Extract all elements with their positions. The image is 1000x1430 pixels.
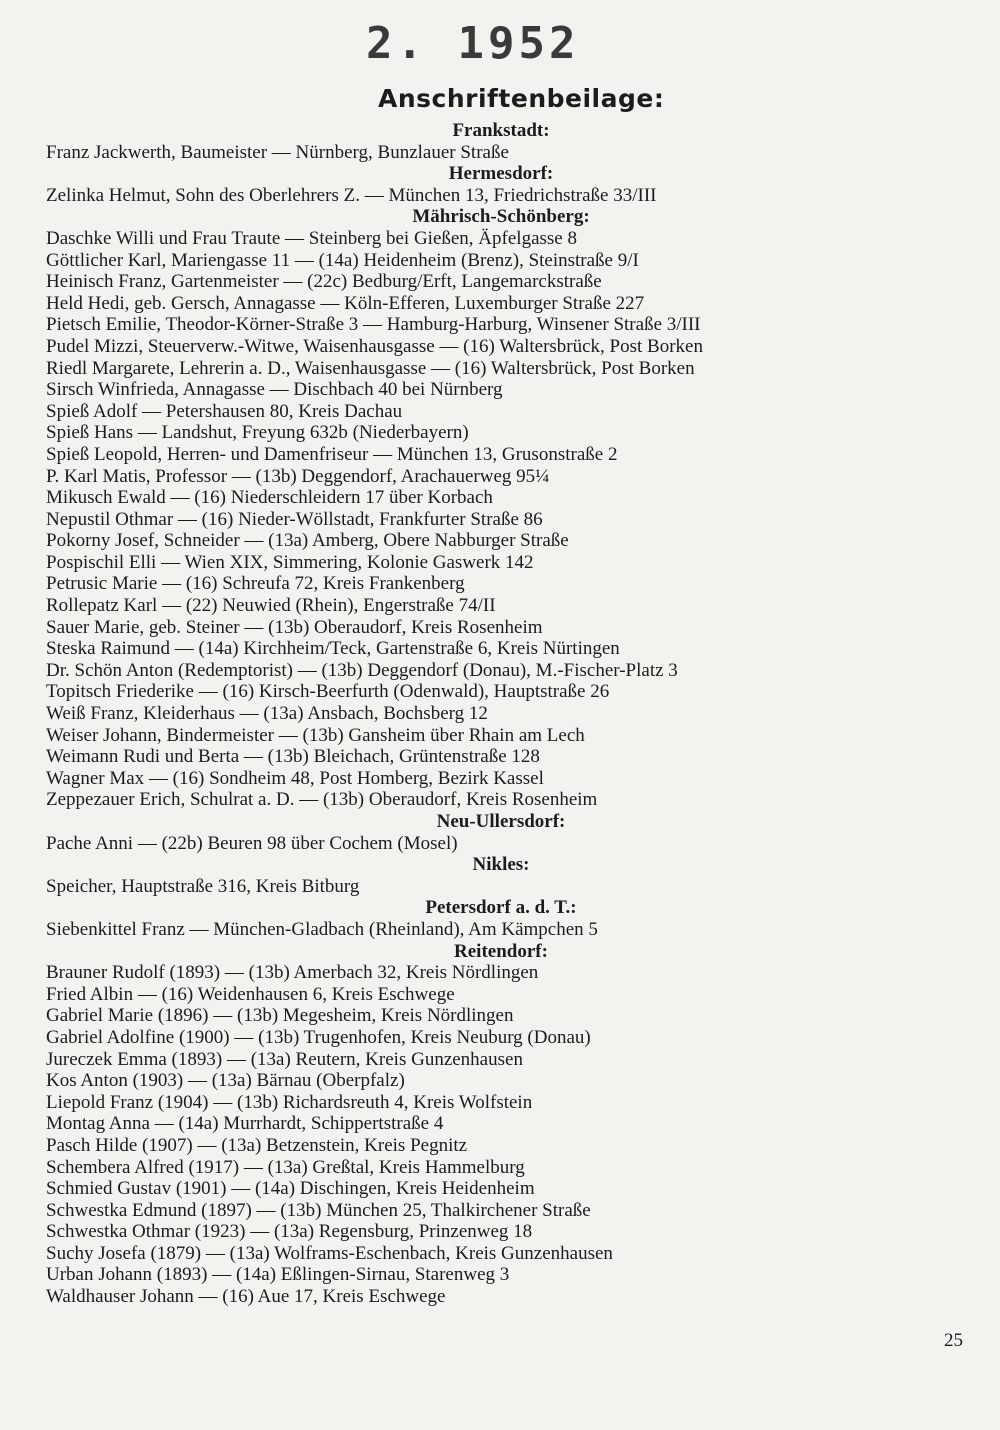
section-heading: Reitendorf: <box>454 940 548 962</box>
date-stamp: 2. 1952 <box>366 18 580 69</box>
address-entry: P. Karl Matis, Professor — (13b) Deggendorf, Arachauerweg 95¼ <box>46 465 550 487</box>
section-heading: Neu-Ullersdorf: <box>436 811 566 832</box>
address-entry: Franz Jackwerth, Baumeister — Nürnberg, Bunzlauer Straße <box>46 141 509 163</box>
address-entry: Daschke Willi und Frau Traute — Steinberg bei Gießen, Äpfelgasse 8 <box>46 227 577 249</box>
address-entry: Nepustil Othmar — (16) Nieder-Wöllstadt, Frankfurter Straße 86 <box>46 508 543 530</box>
address-entry: Schwestka Othmar (1923) — (13a) Regensburg, Prinzenweg 18 <box>46 1221 533 1243</box>
address-entry: Pokorny Josef, Schneider — (13a) Amberg, Obere Nabburger Straße <box>46 530 569 552</box>
section-heading: Mährisch-Schönberg: <box>412 206 590 228</box>
address-entry: Schwestka Edmund (1897) — (13b) München 25, Thalkirchener Straße <box>46 1199 591 1221</box>
address-entry: Spieß Hans — Landshut, Freyung 632b (Niederbayern) <box>46 422 469 444</box>
address-list <box>46 120 956 1308</box>
address-entry: Liepold Franz (1904) — (13b) Richardsreuth 4, Kreis Wolfstein <box>46 1091 533 1113</box>
address-entry: Topitsch Friederike — (16) Kirsch-Beerfurth (Odenwald), Hauptstraße 26 <box>46 681 610 703</box>
address-entry: Weiß Franz, Kleiderhaus — (13a) Ansbach, Bochsberg 12 <box>46 703 488 725</box>
address-entry: Zelinka Helmut, Sohn des Oberlehrers Z. — München 13, Friedrichstraße 33/III <box>46 184 657 206</box>
address-entry: Siebenkittel Franz — München-Gladbach (Rheinland), Am Kämpchen 5 <box>46 918 598 940</box>
address-entry: Sirsch Winfrieda, Annagasse — Dischbach 40 bei Nürnberg <box>46 379 503 401</box>
address-entry: Wagner Max — (16) Sondheim 48, Post Homberg, Bezirk Kassel <box>46 767 544 789</box>
address-entry: Pasch Hilde (1907) — (13a) Betzenstein, Kreis Pegnitz <box>46 1134 468 1156</box>
address-entry: Jureczek Emma (1893) — (13a) Reutern, Kreis Gunzenhausen <box>46 1048 523 1070</box>
address-entry: Montag Anna — (14a) Murrhardt, Schippertstraße 4 <box>46 1113 444 1135</box>
address-entry: Speicher, Hauptstraße 316, Kreis Bitburg <box>46 875 360 897</box>
address-entry: Weiser Johann, Bindermeister — (13b) Gansheim über Rhain am Lech <box>46 724 585 746</box>
address-entry: Urban Johann (1893) — (14a) Eßlingen-Sirnau, Starenweg 3 <box>46 1264 510 1286</box>
address-entry: Pudel Mizzi, Steuerverw.-Witwe, Waisenhausgasse — (16) Waltersbrück, Post Borken <box>46 335 703 357</box>
address-entry: Petrusic Marie — (16) Schreufa 72, Kreis Frankenberg <box>46 573 465 595</box>
page-title: Anschriftenbeilage: <box>378 84 665 113</box>
address-entry: Suchy Josefa (1879) — (13a) Wolframs-Eschenbach, Kreis Gunzenhausen <box>46 1242 613 1264</box>
address-entry: Spieß Leopold, Herren- und Damenfriseur — München 13, Grusonstraße 2 <box>46 443 618 465</box>
address-entry: Pospischil Elli — Wien XIX, Simmering, Kolonie Gaswerk 142 <box>46 551 534 573</box>
address-entry: Schembera Alfred (1917) — (13a) Greßtal, Kreis Hammelburg <box>46 1156 525 1178</box>
address-entry: Gabriel Marie (1896) — (13b) Megesheim, Kreis Nördlingen <box>46 1005 514 1027</box>
address-entry: Waldhauser Johann — (16) Aue 17, Kreis Eschwege <box>46 1286 446 1308</box>
address-entry: Pache Anni — (22b) Beuren 98 über Cochem (Mosel) <box>46 832 458 854</box>
address-entry: Riedl Margarete, Lehrerin a. D., Waisenhausgasse — (16) Waltersbrück, Post Borken <box>46 357 695 379</box>
address-entry: Fried Albin — (16) Weidenhausen 6, Kreis Eschwege <box>46 983 455 1005</box>
address-entry: Kos Anton (1903) — (13a) Bärnau (Oberpfalz) <box>46 1070 405 1092</box>
section-heading: Petersdorf a. d. T.: <box>425 897 577 919</box>
address-entry: Spieß Adolf — Petershausen 80, Kreis Dachau <box>46 400 403 422</box>
section-heading: Hermesdorf: <box>448 163 554 185</box>
address-entry: Weimann Rudi und Berta — (13b) Bleichach, Grüntenstraße 128 <box>46 746 540 768</box>
address-entry: Steska Raimund — (14a) Kirchheim/Teck, Gartenstraße 6, Kreis Nürtingen <box>46 638 620 660</box>
address-entry: Sauer Marie, geb. Steiner — (13b) Oberaudorf, Kreis Rosenheim <box>46 616 543 638</box>
address-entry: Mikusch Ewald — (16) Niederschleidern 17 über Korbach <box>46 487 493 509</box>
section-heading: Nikles: <box>472 854 530 876</box>
address-entry: Brauner Rudolf (1893) — (13b) Amerbach 32, Kreis Nördlingen <box>46 962 539 984</box>
section-heading: Frankstadt: <box>452 120 550 141</box>
address-entry: Heinisch Franz, Gartenmeister — (22c) Bedburg/Erft, Langemarckstraße <box>46 271 602 293</box>
address-entry: Pietsch Emilie, Theodor-Körner-Straße 3 — Hamburg-Harburg, Winsener Straße 3/III <box>46 314 701 336</box>
address-entry: Rollepatz Karl — (22) Neuwied (Rhein), Engerstraße 74/II <box>46 595 496 617</box>
address-entry: Göttlicher Karl, Mariengasse 11 — (14a) Heidenheim (Brenz), Steinstraße 9/I <box>46 249 639 271</box>
address-entry: Zeppezauer Erich, Schulrat a. D. — (13b) Oberaudorf, Kreis Rosenheim <box>46 789 598 811</box>
address-entry: Gabriel Adolfine (1900) — (13b) Trugenhofen, Kreis Neuburg (Donau) <box>46 1026 591 1048</box>
address-entry: Schmied Gustav (1901) — (14a) Dischingen, Kreis Heidenheim <box>46 1178 535 1200</box>
address-entry: Held Hedi, geb. Gersch, Annagasse — Köln-Efferen, Luxemburger Straße 227 <box>46 292 645 314</box>
address-entry: Dr. Schön Anton (Redemptorist) — (13b) Deggendorf (Donau), M.-Fischer-Platz 3 <box>46 659 678 681</box>
page-number: 25 <box>944 1330 963 1351</box>
